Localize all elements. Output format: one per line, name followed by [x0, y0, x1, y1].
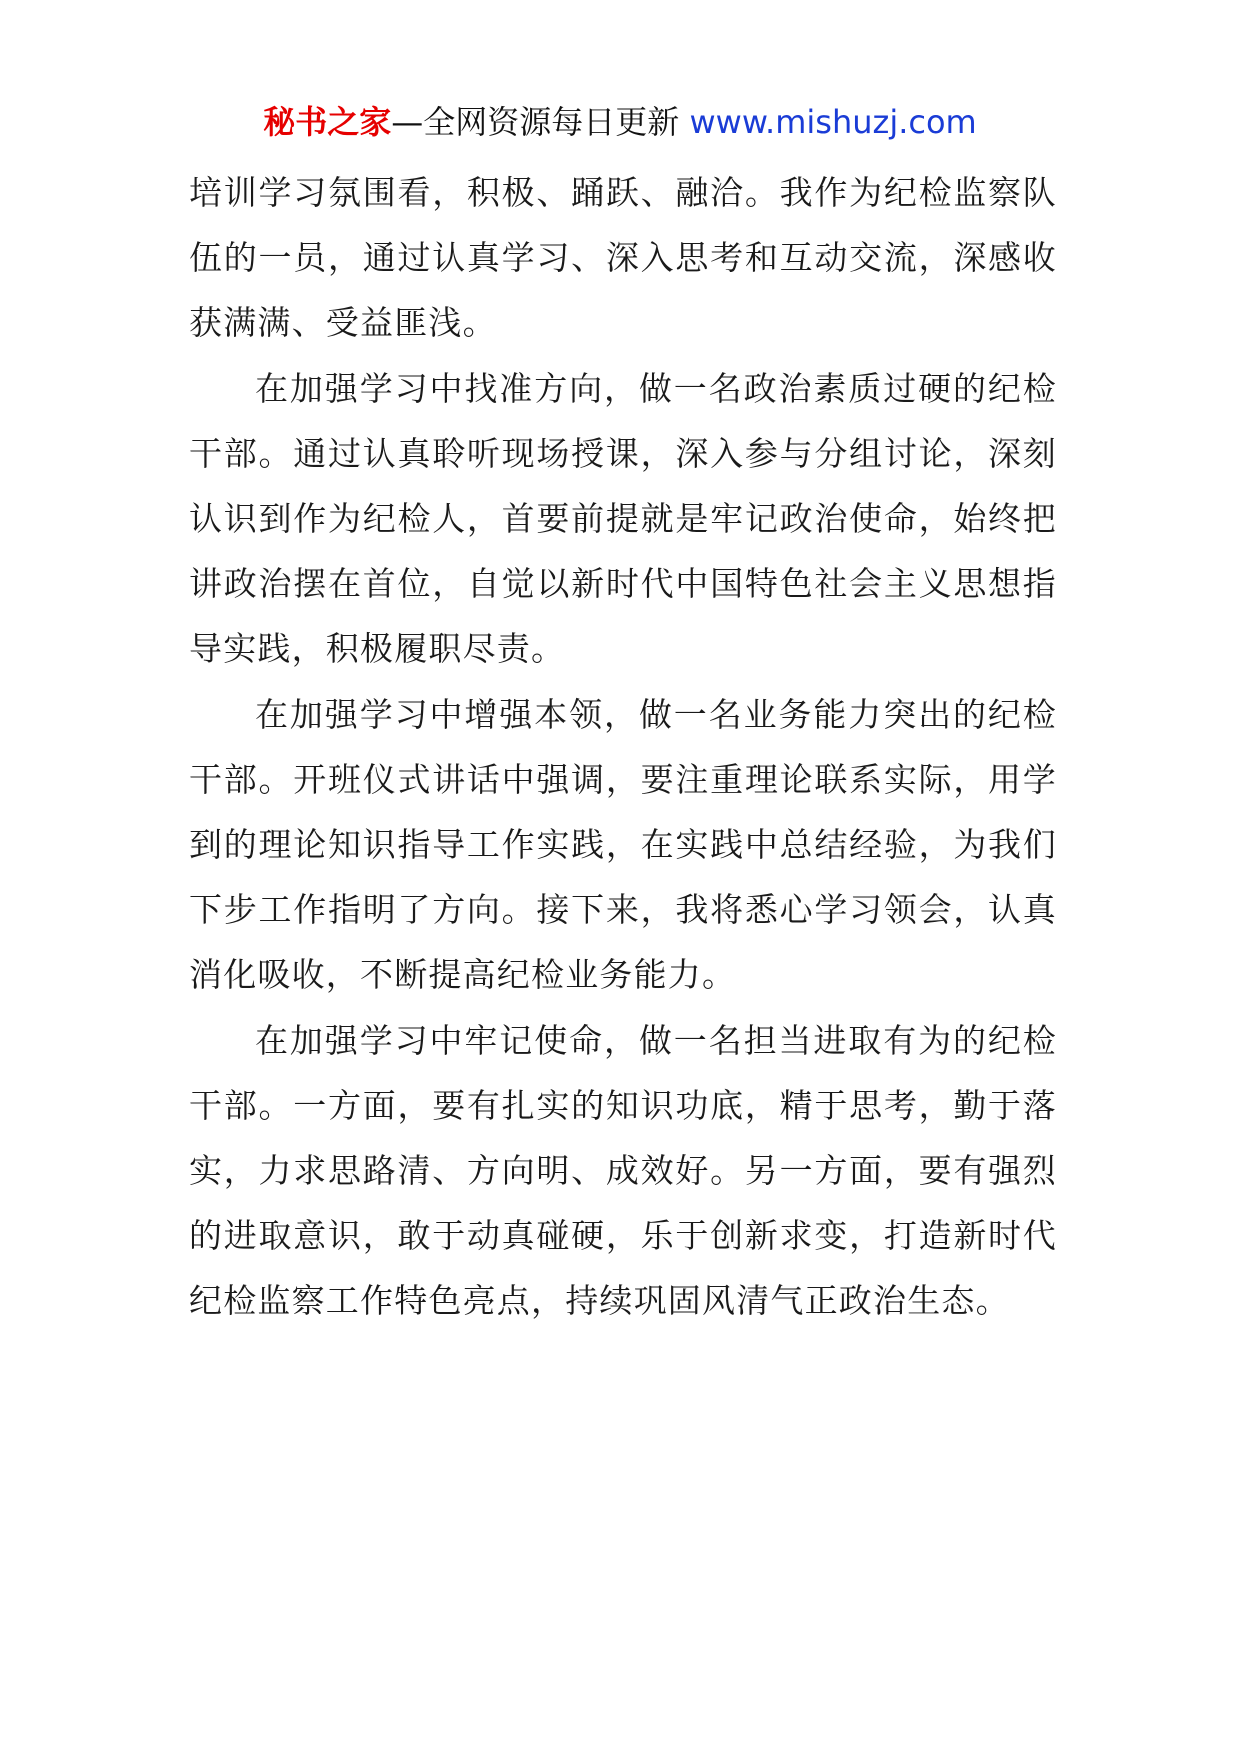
website-link[interactable]: www.mishuzj.com: [689, 103, 977, 141]
paragraph: 在加强学习中牢记使命，做一名担当进取有为的纪检干部。一方面，要有扎实的知识功底，精于思考，勤于落实，力求思路清、方向明、成效好。另一方面，要有强烈的进取意识，敢于动真碰硬，乐于创新求变，打造新时代纪检监察工作特色亮点，持续巩固风清气正政治生态。: [189, 1020, 1057, 1321]
brand-name: 秘书之家: [263, 103, 392, 141]
paragraph: 在加强学习中增强本领，做一名业务能力突出的纪检干部。开班仪式讲话中强调，要注重理论联系实际，用学到的理论知识指导工作实践，在实践中总结经验，为我们下步工作指明了方向。接下来，我将悉心学习领会，认真消化吸收，不断提高纪检业务能力。: [189, 694, 1057, 995]
paragraph: 在加强学习中找准方向，做一名政治素质过硬的纪检干部。通过认真聆听现场授课，深入参与分组讨论，深刻认识到作为纪检人，首要前提就是牢记政治使命，始终把讲政治摆在首位，自觉以新时代中国特色社会主义思想指导实践，积极履职尽责。: [189, 368, 1057, 669]
paragraph-continuation: 培训学习氛围看，积极、踊跃、融洽。我作为纪检监察队伍的一员，通过认真学习、深入思考和互动交流，深感收获满满、受益匪浅。: [189, 173, 1057, 343]
header-tagline: —全网资源每日更新: [391, 103, 680, 141]
document-body: [189, 160, 1057, 1334]
page-header: [0, 100, 1240, 144]
